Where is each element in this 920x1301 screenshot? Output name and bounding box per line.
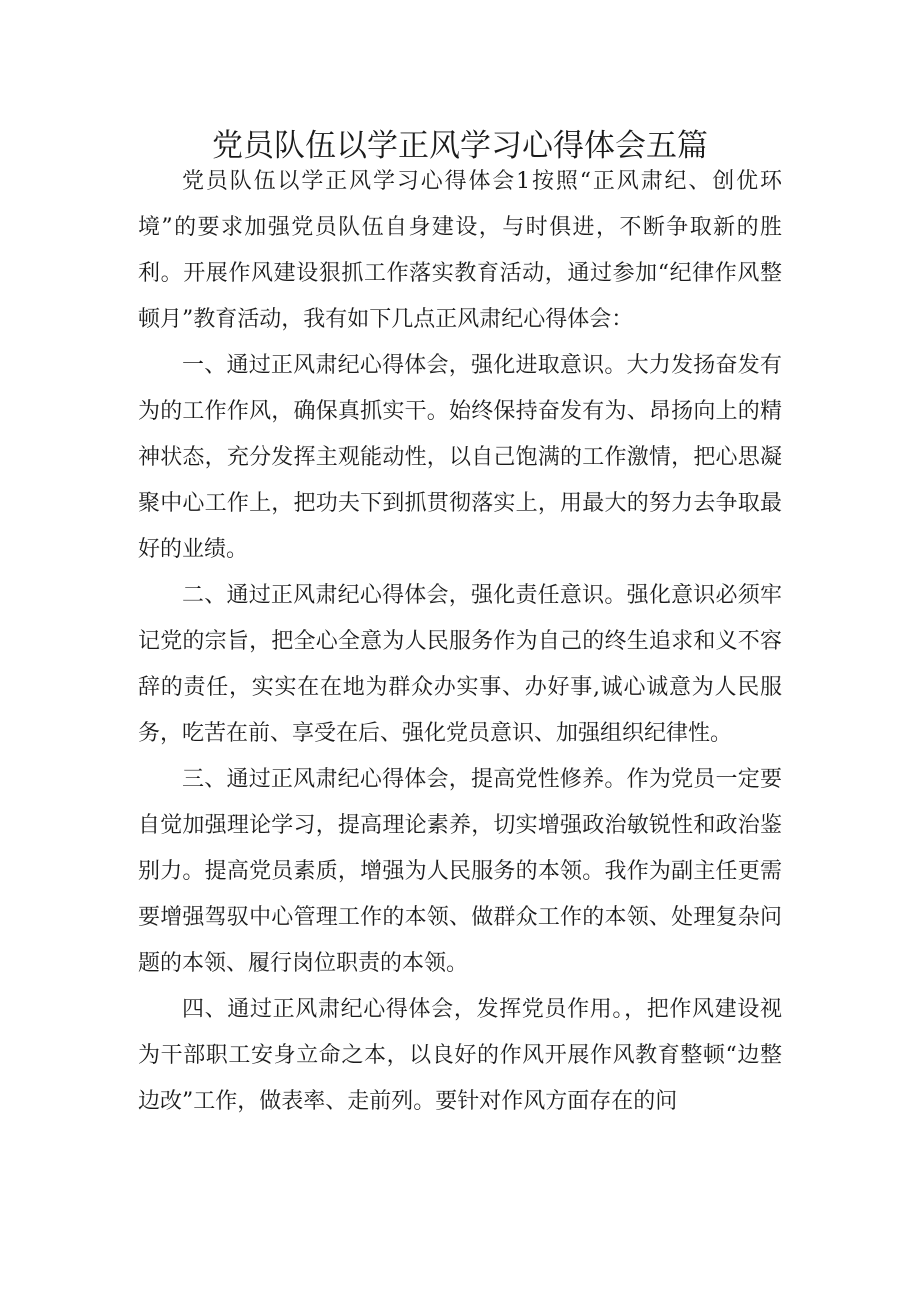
paragraph-2: 二、通过正风肃纪心得体会，强化责任意识。强化意识必须牢记党的宗旨，把全心全意为人民服务作为自己的终生追求和义不容辞的责任，实实在在地为群众办实事、办好事,诚心诚意为人民服务，吃苦在前、享受在后、强化党员意识、加强组织纪律性。 bbox=[138, 583, 782, 746]
paragraph-1: 一、通过正风肃纪心得体会，强化进取意识。大力发扬奋发有为的工作作风，确保真抓实干。始终保持奋发有为、昂扬向上的精神状态，充分发挥主观能动性，以自己饱满的工作激情，把心思凝聚中心工作上，把功夫下到抓贯彻落实上，用最大的努力去争取最好的业绩。 bbox=[138, 353, 782, 562]
paragraph-intro: 党员队伍以学正风学习心得体会1按照“正风肃纪、创优环境”的要求加强党员队伍自身建设，与时俱进，不断争取新的胜利。开展作风建设狠抓工作落实教育活动，通过参加“纪律作风整顿月”教育活动，我有如下几点正风肃纪心得体会： bbox=[138, 169, 782, 332]
document-title: 党员队伍以学正风学习心得体会五篇 bbox=[212, 128, 708, 164]
document-body bbox=[138, 159, 782, 1125]
paragraph-3: 三、通过正风肃纪心得体会，提高党性修养。作为党员一定要自觉加强理论学习，提高理论素养，切实增强政治敏锐性和政治鉴别力。提高党员素质，增强为人民服务的本领。我作为副主任更需要增强驾驭中心管理工作的本领、做群众工作的本领、处理复杂问题的本领、履行岗位职责的本领。 bbox=[138, 767, 782, 976]
paragraph-4: 四、通过正风肃纪心得体会，发挥党员作用。，把作风建设视为干部职工安身立命之本，以良好的作风开展作风教育整顿“边整边改”工作，做表率、走前列。要针对作风方面存在的问 bbox=[138, 997, 782, 1114]
